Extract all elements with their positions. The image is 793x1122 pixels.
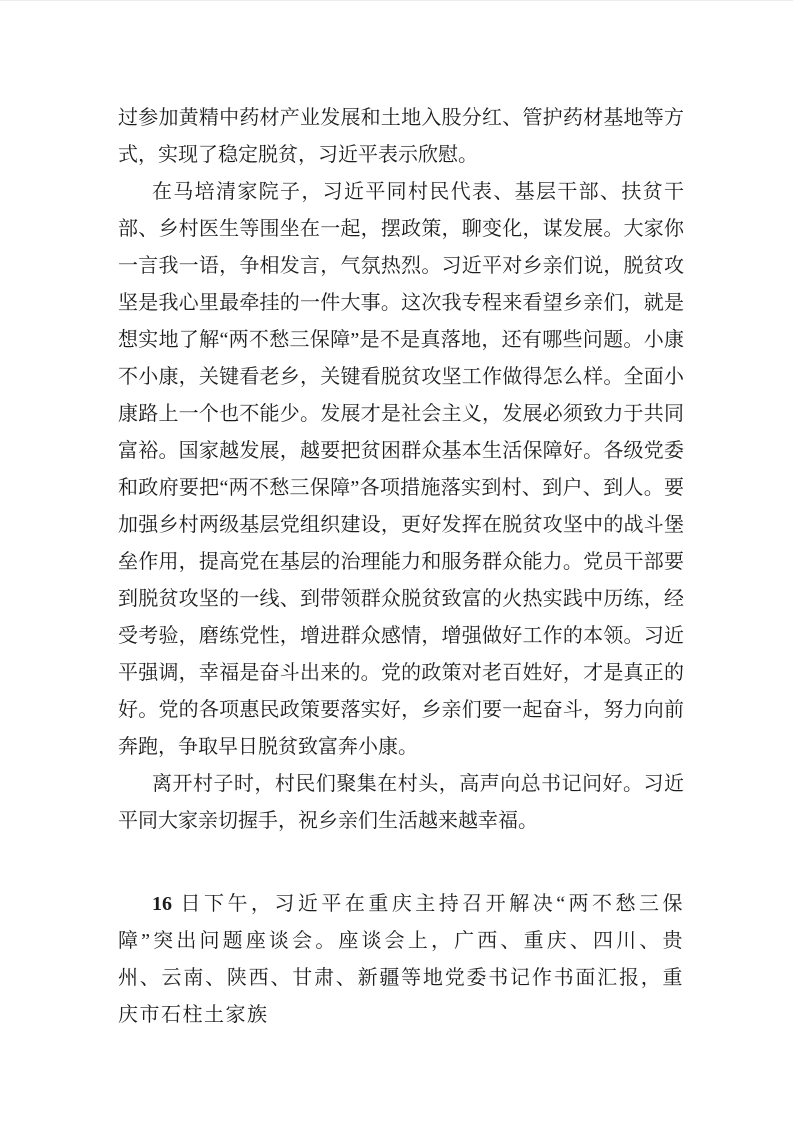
paragraph-continuation: 过参加黄精中药材产业发展和土地入股分红、管护药材基地等方式，实现了稳定脱贫，习近平表示欣慰。 [118,107,684,166]
paragraph-leaving-village: 离开村子时，村民们聚集在村头，高声向总书记问好。习近平同大家亲切握手，祝乡亲们生活越来越幸福。 [118,773,684,832]
paragraph-village-visit: 在马培清家院子，习近平同村民代表、基层干部、扶贫干部、乡村医生等围坐在一起，摆政策，聊变化，谋发展。大家你一言我一语，争相发言，气氛热烈。习近平对乡亲们说，脱贫攻坚是我心里最牵挂的一件大事。这次我专程来看望乡亲们，就是想实地了解“两不愁三保障”是不是真落地，还有哪些问题。小康不小康，关键看老乡，关键看脱贫攻坚工作做得怎么样。全面小康路上一个也不能少。发展才是社会主义，发展必须致力于共同富裕。国家越发展，越要把贫困群众基本生活保障好。各级党委和政府要把“两不愁三保障”各项措施落实到村、到户、到人。要加强乡村两级基层党组织建设，更好发挥在脱贫攻坚中的战斗堡垒作用，提高党在基层的治理能力和服务群众能力。党员干部要到脱贫攻坚的一线、到带领群众脱贫致富的火热实践中历练，经受考验，磨练党性，增进群众感情，增强做好工作的本领。习近平强调，幸福是奋斗出来的。党的政策对老百姓好，才是真正的好。党的各项惠民政策要落实好，乡亲们要一起奋斗，努力向前奔跑，争取早日脱贫致富奔小康。 [118,181,684,758]
document-body [118,100,684,1034]
date-number: 16 [152,893,172,915]
paragraph-symposium-text: 日下午，习近平在重庆主持召开解决“两不愁三保障”突出问题座谈会。座谈会上，广西、重庆、四川、贵州、云南、陕西、甘肃、新疆等地党委书记作书面汇报，重庆市石柱土家族 [118,893,684,1026]
paragraph-symposium [118,886,684,1034]
